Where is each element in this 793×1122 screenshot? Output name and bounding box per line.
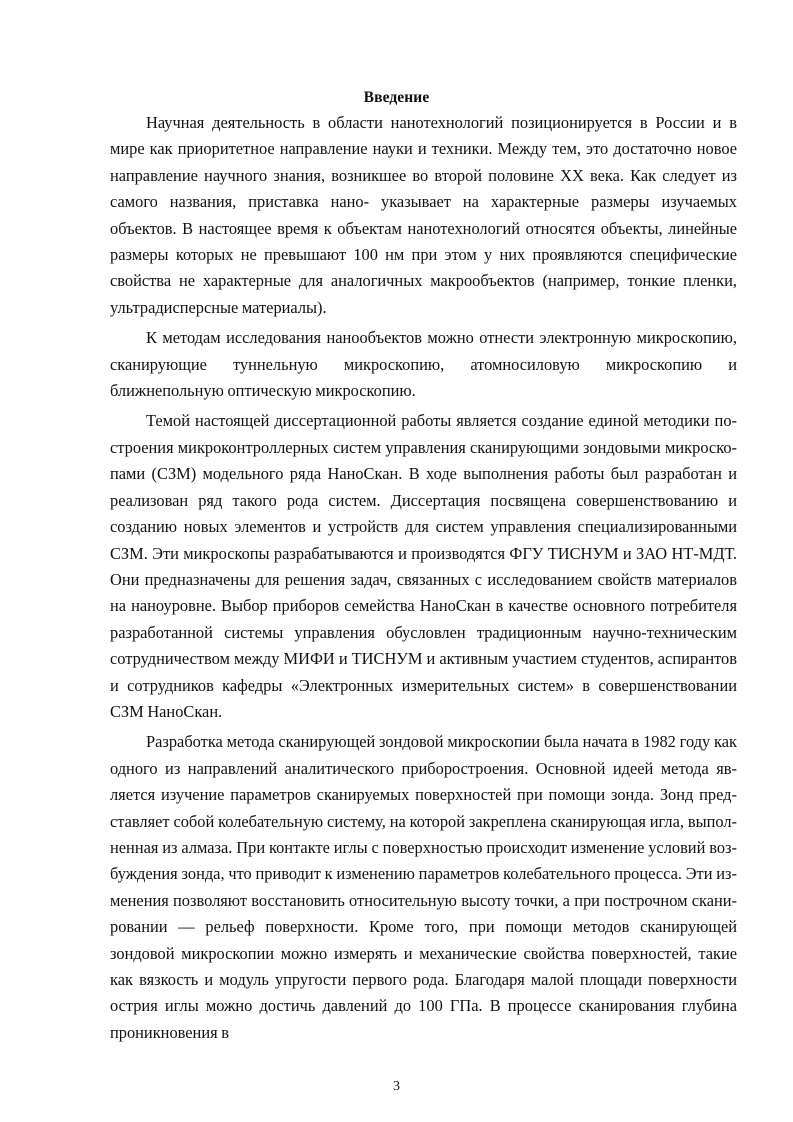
paragraph: Разработка метода сканирующей зондовой микроскопии была начата в 1982 году как одного из направлений аналитического приборостроения. Основной идеей метода является изучение параметров сканируемых поверхностей при помощи зонда. Зонд представляет собой колебательную систему, на которой закреплена сканирующая игла, выполненная из алмаза. При контакте иглы с поверхностью происходит изменение условий возбуждения зонда, что приводит к изменению параметров колебательного процесса. Эти изменения позволяют восстановить относительную высоту точки, а при построчном сканировании — рельеф поверхности. Кроме того, при помощи методов сканирующей зондовой микроскопии можно измерять и механические свойства поверхностей, такие как вязкость и модуль упругости первого рода. Благодаря малой площади поверхности острия иглы можно достичь давлений до 100 ГПа. В процессе сканирования глубина проникновения в: [110, 732, 737, 1042]
paragraph: Темой настоящей диссертационной работы является создание единой методики построения микроконтроллерных систем управления сканирующими зондовыми микроскопами (СЗМ) модельного ряда НаноСкан. В ходе выполнения работы был разработан и реализован ряд такого рода систем. Диссертация посвящена совершенствованию и созданию новых элементов и устройств для систем управления специализированными СЗМ. Эти микроскопы разрабатываются и производятся ФГУ ТИСНУМ и ЗАО НТ-МДТ. Они предназначены для решения задач, связанных с исследованием свойств материалов на наноуровне. Выбор приборов семейства НаноСкан в качестве основного потребителя разработанной системы управления обусловлен традиционным научно-техническим сотрудничеством между МИФИ и ТИСНУМ и активным участием студентов, аспирантов и сотрудников кафедры «Электронных измерительных систем» в совершенствовании СЗМ НаноСкан.: [110, 411, 737, 721]
paragraph: Научная деятельность в области нанотехнологий позиционируется в России и в мире как приоритетное направление науки и техники. Между тем, это достаточно новое направление научного знания, возникшее во второй половине XX века. Как следует из самого названия, приставка нано- указывает на характерные размеры изучаемых объектов. В настоящее время к объектам нанотехнологий относятся объекты, линейные размеры которых не превышают 100 нм при этом у них проявляются специфические свойства не характерные для аналогичных макрообъектов (например, тонкие пленки, ультрадисперсные материалы).: [110, 113, 737, 317]
body-text: [110, 110, 737, 1050]
paragraph: К методам исследования нанообъектов можно отнести электронную микроскопию, сканирующие туннельную микроскопию, атомносиловую микроскопию и ближнепольную оптическую микроскопию.: [110, 328, 737, 401]
section-title: Введение: [363, 89, 430, 106]
page-number: 3: [393, 1079, 400, 1094]
